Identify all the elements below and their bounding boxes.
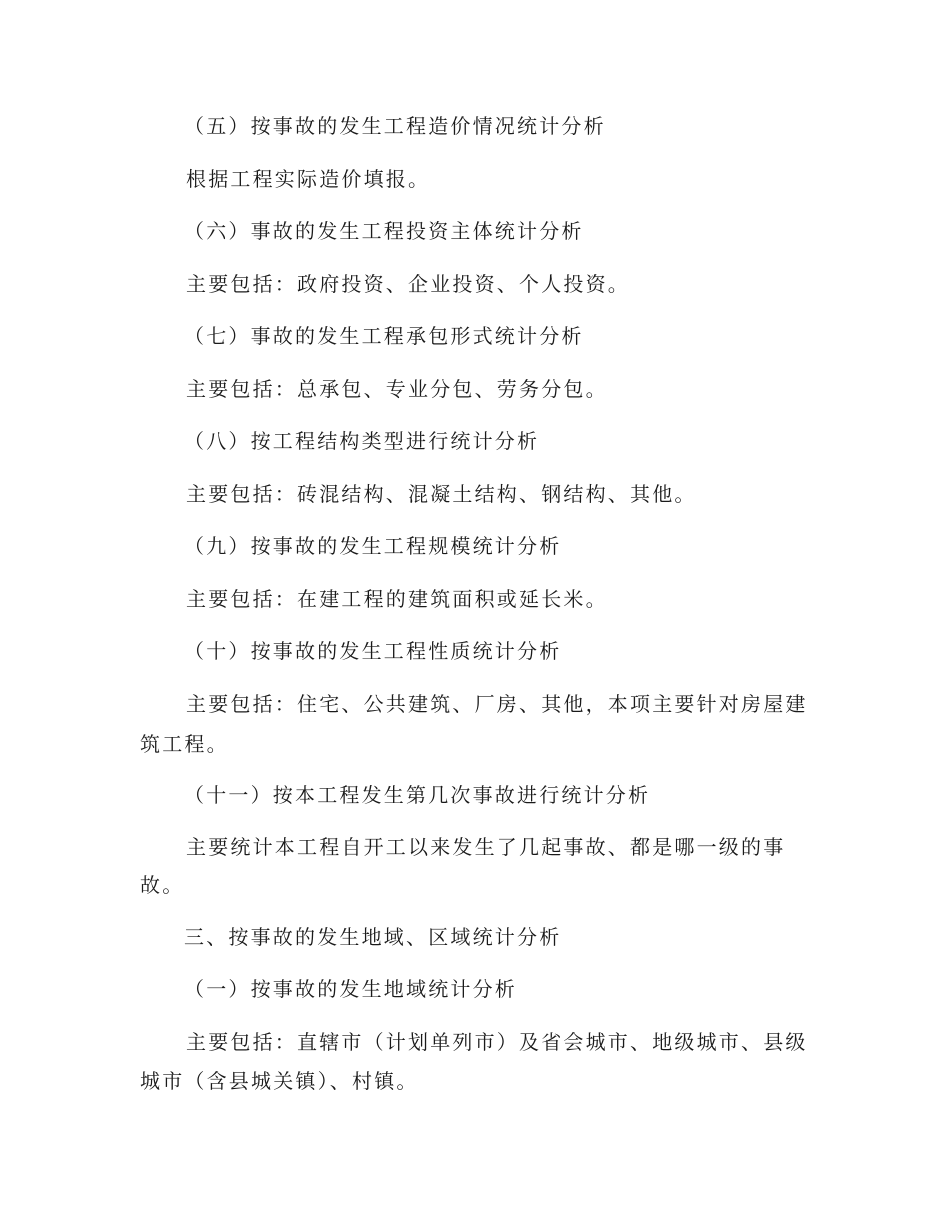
section-heading-11: （十一）按本工程发生第几次事故进行统计分析 [184,783,651,807]
paragraph-9: 主要包括：在建工程的建筑面积或延长米。 [186,587,608,611]
section-heading-5: （五）按事故的发生工程造价情况统计分析 [184,114,606,138]
paragraph-10-line-1: 主要包括：住宅、公共建筑、厂房、其他，本项主要针对房屋建 [186,692,808,716]
section-heading-8: （八）按工程结构类型进行统计分析 [184,429,540,453]
section-heading-9: （九）按事故的发生工程规模统计分析 [184,534,562,558]
paragraph-11-line-1: 主要统计本工程自开工以来发生了几起事故、都是哪一级的事 [186,835,786,859]
paragraph-6: 主要包括：政府投资、企业投资、个人投资。 [186,272,630,296]
paragraph-8: 主要包括：砖混结构、混凝土结构、钢结构、其他。 [186,482,697,506]
section-heading-7: （七）事故的发生工程承包形式统计分析 [184,324,584,348]
chapter-heading-3: 三、按事故的发生地域、区域统计分析 [184,925,562,949]
section-heading-10: （十）按事故的发生工程性质统计分析 [184,639,562,663]
paragraph-11-line-2: 故。 [140,873,185,897]
paragraph-3-1-line-2: 城市（含县城关镇）、村镇。 [140,1069,419,1093]
paragraph-7: 主要包括：总承包、专业分包、劳务分包。 [186,377,608,401]
paragraph-3-1-line-1: 主要包括：直辖市（计划单列市）及省会城市、地级城市、县级 [186,1030,808,1054]
section-heading-6: （六）事故的发生工程投资主体统计分析 [184,219,584,243]
paragraph-10-line-2: 筑工程。 [140,732,229,756]
paragraph-5: 根据工程实际造价填报。 [186,167,431,191]
section-heading-3-1: （一）按事故的发生地域统计分析 [184,977,517,1001]
